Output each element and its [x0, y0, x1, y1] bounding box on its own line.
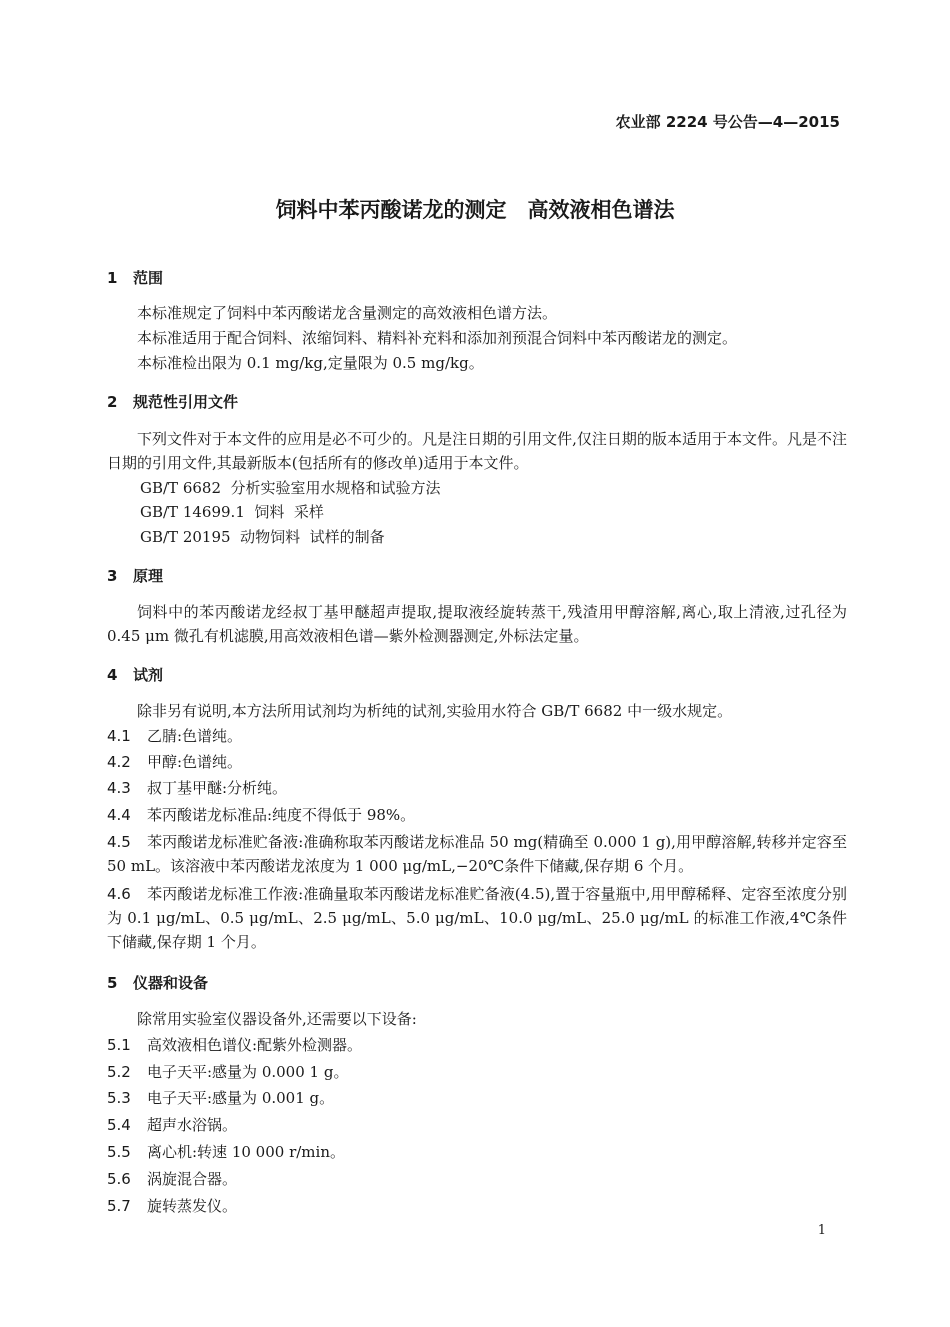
section-title: 规范性引用文件 — [133, 393, 239, 411]
list-item — [107, 1195, 237, 1216]
item-text: 高效液相色谱仪:配紫外检测器。 — [147, 1036, 363, 1054]
section-number: 1 — [107, 269, 118, 287]
section-title: 原理 — [133, 567, 164, 585]
section-title: 仪器和设备 — [133, 974, 209, 992]
section-5-heading — [107, 972, 208, 993]
list-item — [107, 804, 415, 825]
section-2-heading — [107, 391, 238, 412]
item-number: 4.2 — [107, 753, 131, 771]
paragraph: 除常用实验室仪器设备外,还需要以下设备: — [137, 1010, 417, 1028]
item-text: 苯丙酸诺龙标准工作液:准确量取苯丙酸诺龙标准贮备液(4.5),置于容量瓶中,用甲醇稀释、定容至浓度分别为 0.1 μg/mL、0.5 μg/mL、2.5 μg/mL、5.0 μg/mL、10.0 μg/mL、25.0 μg/mL 的标准工作液,4℃条件下储藏,保存期 1 个月。 — [107, 885, 847, 951]
list-item — [107, 830, 847, 878]
reference-item: GB/T 20195 动物饲料 试样的制备 — [140, 528, 385, 546]
list-item — [107, 777, 287, 798]
list-item — [107, 1168, 237, 1189]
section-4-heading — [107, 664, 163, 685]
item-text: 旋转蒸发仪。 — [147, 1197, 238, 1215]
list-item — [107, 1114, 237, 1135]
list-item — [107, 1034, 362, 1055]
item-text: 乙腈:色谱纯。 — [147, 727, 243, 745]
item-number: 5.1 — [107, 1036, 131, 1054]
section-3-heading — [107, 565, 163, 586]
list-item — [107, 1061, 348, 1082]
item-text: 甲醇:色谱纯。 — [147, 753, 243, 771]
list-item — [107, 751, 242, 772]
item-text: 涡旋混合器。 — [147, 1170, 238, 1188]
item-number: 5.2 — [107, 1063, 131, 1081]
paragraph: 下列文件对于本文件的应用是必不可少的。凡是注日期的引用文件,仅注日期的版本适用于本文件。凡是不注日期的引用文件,其最新版本(包括所有的修改单)适用于本文件。 — [107, 430, 847, 472]
list-item — [107, 1141, 345, 1162]
item-number: 4.6 — [107, 885, 131, 903]
item-number: 5.4 — [107, 1116, 131, 1134]
section-number: 2 — [107, 393, 118, 411]
item-number: 5.5 — [107, 1143, 131, 1161]
item-text: 叔丁基甲醚:分析纯。 — [147, 779, 288, 797]
item-number: 4.3 — [107, 779, 131, 797]
page-header: 农业部 2224 号公告—4—2015 — [615, 113, 840, 131]
item-text: 电子天平:感量为 0.001 g。 — [147, 1089, 335, 1107]
item-number: 5.3 — [107, 1089, 131, 1107]
item-text: 苯丙酸诺龙标准贮备液:准确称取苯丙酸诺龙标准品 50 mg(精确至 0.000 1 g),用甲醇溶解,转移并定容至 50 mL。该溶液中苯丙酸诺龙浓度为 1 000 μg/mL,−20℃条件下储藏,保存期 6 个月。 — [107, 833, 847, 875]
item-text: 超声水浴锅。 — [147, 1116, 238, 1134]
list-item — [107, 1087, 334, 1108]
item-text: 电子天平:感量为 0.000 1 g。 — [147, 1063, 349, 1081]
document-title: 饲料中苯丙酸诺龙的测定 高效液相色谱法 — [275, 198, 675, 222]
list-item — [107, 725, 242, 746]
section-number: 4 — [107, 666, 118, 684]
item-number: 5.6 — [107, 1170, 131, 1188]
list-item — [107, 882, 847, 954]
reference-item: GB/T 14699.1 饲料 采样 — [140, 503, 324, 521]
paragraph: 本标准适用于配合饲料、浓缩饲料、精料补充料和添加剂预混合饲料中苯丙酸诺龙的测定。 — [137, 329, 738, 347]
item-text: 苯丙酸诺龙标准品:纯度不得低于 98%。 — [147, 806, 416, 824]
section-title: 范围 — [133, 269, 164, 287]
paragraph: 除非另有说明,本方法所用试剂均为析纯的试剂,实验用水符合 GB/T 6682 中一级水规定。 — [137, 702, 733, 720]
paragraph: 饲料中的苯丙酸诺龙经叔丁基甲醚超声提取,提取液经旋转蒸干,残渣用甲醇溶解,离心,取上清液,过孔径为 0.45 μm 微孔有机滤膜,用高效液相色谱—紫外检测器测定,外标法定量。 — [107, 603, 847, 645]
paragraph: 本标准规定了饲料中苯丙酸诺龙含量测定的高效液相色谱方法。 — [137, 304, 558, 322]
item-text: 离心机:转速 10 000 r/min。 — [147, 1143, 345, 1161]
section-1-heading — [107, 267, 163, 288]
section-number: 5 — [107, 974, 118, 992]
item-number: 4.4 — [107, 806, 131, 824]
item-number: 4.5 — [107, 833, 131, 851]
item-number: 5.7 — [107, 1197, 131, 1215]
page-number: 1 — [817, 1223, 826, 1238]
paragraph: 本标准检出限为 0.1 mg/kg,定量限为 0.5 mg/kg。 — [137, 354, 484, 372]
section-number: 3 — [107, 567, 118, 585]
item-number: 4.1 — [107, 727, 131, 745]
section-title: 试剂 — [133, 666, 164, 684]
reference-item: GB/T 6682 分析实验室用水规格和试验方法 — [140, 479, 441, 497]
